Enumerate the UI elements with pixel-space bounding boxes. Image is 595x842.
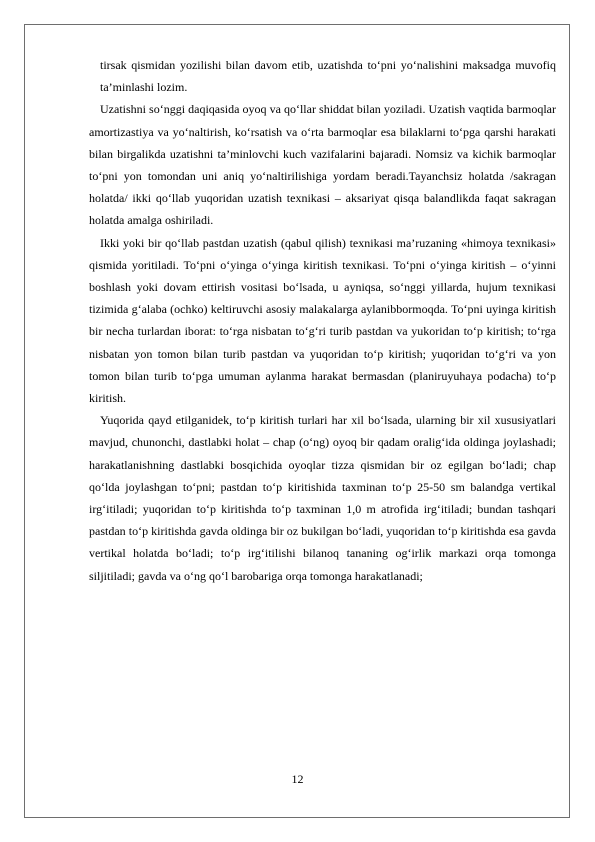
paragraph-uzatish: Uzatishni so‘nggi daqiqasida oyoq va qo‘llar shiddat bilan yoziladi. Uzatish vaqtida barmoqlar amortizastiya va yo‘naltirish, ko‘rsatish va o‘rta barmoqlar esa bilaklarni to‘pga qarshi harakati bilan birgalikda uzatishni ta’minlovchi kuch vazifalarini bajaradi. Nomsiz va kichik barmoqlar to‘pni yon tomondan uni aniq yo‘naltirilishiga yordam beradi.Tayanchsiz holatda /sakragan holatda/ ikki qo‘llab yuqoridan uzatish texnikasi – aksariyat qisqa balandlikda faqat sakragan holatda amalga oshiriladi. [89,102,556,228]
paragraph-pastdan-uzatish: Ikki yoki bir qo‘llab pastdan uzatish (qabul qilish) texnikasi ma’ruzaning «himoya texnikasi» qismida yoritiladi. To‘pni o‘yinga o‘yinga kiritish texnikasi. To‘pni o‘yinga kiritish – o‘yinni boshlash yoki dovam ettirish vositasi bo‘lsada, u ayniqsa, so‘nggi yillarda, hujum texnikasi tizimida g‘alaba (ochko) keltiruvchi asosiy malakalarga aylanibbormoqda. To‘pni uyinga kiritish bir necha turlardan iborat: to‘rga nisbatan to‘g‘ri turib pastdan va yukoridan to‘p kiritish; to‘rga nisbatan yon tomon bilan turib pastdan va yuqoridan to‘p kiritish; yuqoridan to‘g‘ri va yon tomon bilan turib to‘pga umuman aylanma harakat bermasdan (planiruyuhaya podacha) to‘p kiritish. [89,235,556,406]
page-number: 12 [291,772,304,786]
paragraph-kiritish-turlari: Yuqorida qayd etilganidek, to‘p kiritish turlari har xil bo‘lsada, ularning bir xil xususiyatlari mavjud, chunonchi, dastlabki holat – chap (o‘ng) oyoq bir qadam oralig‘ida oldinga joylashadi; harakatlanishning dastlabki bosqichida oyoqlar tizza qismidan bir oz egilgan bo‘ladi; chap qo‘lda joylashgan to‘pni; pastdan to‘p kiritishida taxminan to‘p 25-50 sm balandga vertikal irg‘itiladi; yuqoridan to‘p kiritishda to‘p taxminan 1,0 m atrofida irg‘itiladi; bundan tashqari pastdan to‘p kiritishda gavda oldinga bir oz bukilgan bo‘ladi, yuqoridan to‘p kiritishda esa gavda vertikal holatda bo‘ladi; to‘p irg‘itilishi bilanoq tananing og‘irlik markazi orqa tomonga siljitiladi; gavda va o‘ng qo‘l barobariga orqa tomonga harakatlanadi; [89,413,556,583]
document-body [89,54,556,587]
paragraph-continuation: tirsak qismidan yozilishi bilan davom etib, uzatishda to‘pni yo‘nalishini maksadga muvofiq ta’minlashi lozim. [100,58,556,95]
